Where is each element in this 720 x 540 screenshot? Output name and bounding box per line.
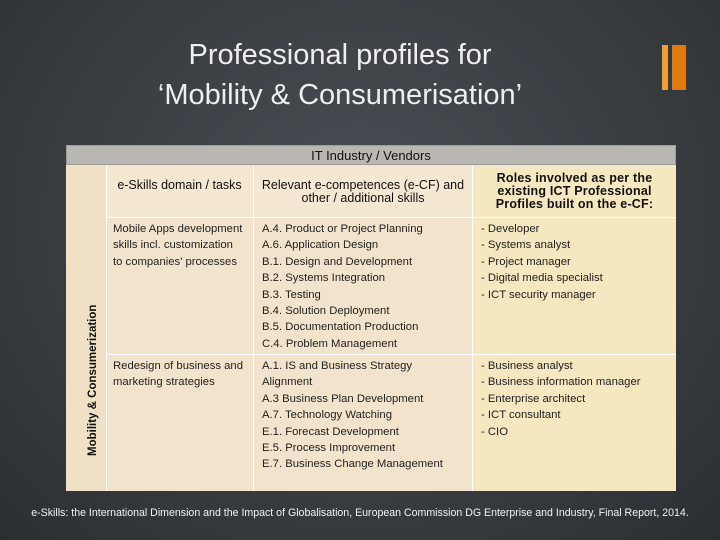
slide-title [90,35,590,115]
row2-competences: A.1. IS and Business Strategy Alignment A.3 Business Plan Development A.7. Technology Watching E.1. Forecast Development E.5. Process Improvement E.7. Business Change Management [262,360,443,471]
row1-roles: - Developer - Systems analyst - Project manager - Digital media specialist - ICT security manager [481,223,603,301]
profiles-table [66,145,676,491]
column-header-roles: Roles involved as per the existing ICT Professional Profiles built on the e-CF: [473,167,676,217]
row2-domain-cell [106,355,253,491]
row1-domain: Mobile Apps development skills incl. customization to companies' processes [113,223,243,268]
row1-domain-cell [106,218,253,354]
divider [106,354,676,355]
row1-competences: A.4. Product or Project Planning A.6. Application Design B.1. Design and Development B.2. Systems Integration B.3. Testing B.4. Solution Deployment B.5. Documentation Production C.4. Problem Management [262,223,423,350]
column-header-domain: e-Skills domain / tasks [106,167,253,217]
row2-roles-cell [473,355,676,491]
title-line-1: Professional profiles for [188,39,492,71]
side-label: Mobility & Consumerization [87,304,99,456]
row2-roles: - Business analyst - Business information manager - Enterprise architect - ICT consultant - CIO [481,360,641,438]
table-header: IT Industry / Vendors [66,145,676,165]
row1-competences-cell [254,218,472,354]
side-label-cell [66,166,106,491]
accent-bar-thin [662,45,668,90]
row1-roles-cell [473,218,676,354]
divider [253,166,254,491]
divider [106,217,676,218]
divider [472,166,473,491]
title-line-2: ‘Mobility & Consumerisation’ [157,79,523,111]
accent-bar-thick [672,45,686,90]
source-footer: e-Skills: the International Dimension and the Impact of Globalisation, European Commission DG Enterprise and Industry, Final Report, 2014. [31,507,689,519]
row2-competences-cell [254,355,472,491]
row2-domain: Redesign of business and marketing strategies [113,360,244,389]
column-header-competences: Relevant e-competences (e-CF) and other / additional skills [254,167,472,217]
divider [106,166,107,491]
